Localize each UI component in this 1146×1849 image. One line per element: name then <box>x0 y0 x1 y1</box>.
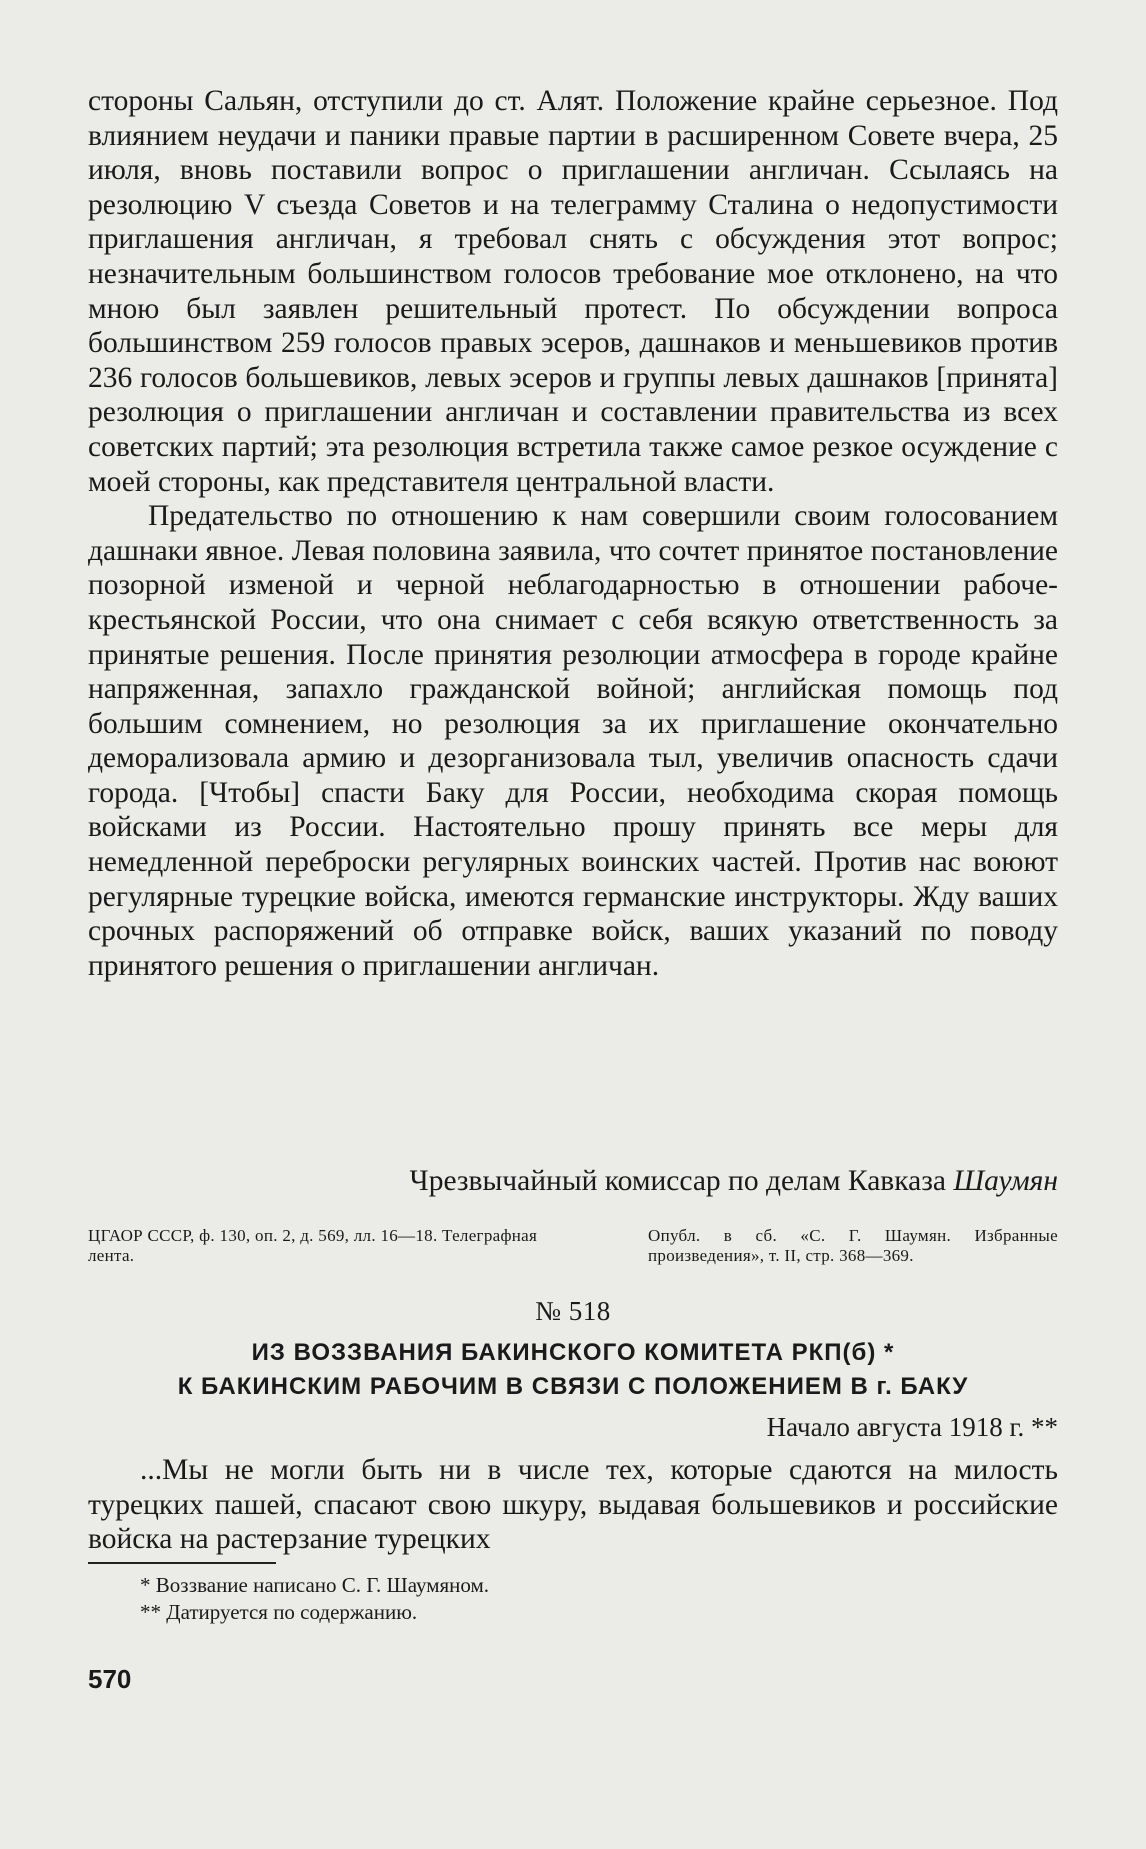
footnote-divider <box>88 1562 276 1564</box>
signature <box>410 1163 1058 1199</box>
footnotes <box>140 1572 1040 1626</box>
publication-source: Опубл. в сб. «С. Г. Шаумян. Избранные произведения», т. II, стр. 368—369. <box>648 1226 1058 1265</box>
footnote-2: ** Датируется по содержанию. <box>140 1600 418 1624</box>
paragraph-2: Предательство по отношению к нам совершили своим голосованием дашнаки явное. Левая половина заявила, что сочтет принятое постановление позорной изменой и черной неблагодарностью в отношении рабоче-крестьянской России, что она снимает с себя всякую ответственность за принятые решения. После принятия резолюции атмосфера в городе крайне напряженная, запахло гражданской войной; английская помощь под большим сомнением, но резолюция за их приглашение окончательно деморализовала армию и дезорганизовала тыл, увеличив опасность сдачи города. [Чтобы] спасти Баку для России, необходима скорая помощь войсками из России. Настоятельно прошу принять все меры для немедленной переброски регулярных воинских частей. Против нас воюют регулярные турецкие войска, имеются германские инструкторы. Жду ваших срочных распоряжений об отправке войск, ваших указаний по поводу принятого решения о приглашении англичан. <box>88 500 1058 982</box>
archive-source: ЦГАОР СССР, ф. 130, оп. 2, д. 569, лл. 16—18. Телеграфная лента. <box>88 1226 538 1265</box>
document-title-line-2: К БАКИНСКИМ РАБОЧИМ В СВЯЗИ С ПОЛОЖЕНИЕМ В г. БАКУ <box>177 1373 969 1400</box>
main-text <box>88 84 1058 983</box>
signature-name: Шаумян <box>953 1165 1058 1197</box>
footnote-1: * Воззвание написано С. Г. Шаумяном. <box>140 1573 490 1597</box>
signature-position: Чрезвычайный комиссар по делам Кавказа <box>409 1165 946 1197</box>
paragraph-1: стороны Сальян, отступили до ст. Алят. Положение крайне серьезное. Под влиянием неудачи и паники правые партии в расширенном Совете вчера, 25 июля, вновь поставили вопрос о приглашении англичан. Ссылаясь на резолюцию V съезда Советов и на телеграмму Сталина о недопустимости приглашения англичан, я требовал снять с обсуждения этот вопрос; незначительным большинством голосов требование мое отклонено, на что мною был заявлен решительный протест. По обсуждении вопроса большинством 259 голосов правых эсеров, дашнаков и меньшевиков против 236 голосов большевиков, левых эсеров и группы левых дашнаков [принята] резолюция о приглашении англичан и составлении правительства из всех советских партий; эта резолюция встретила также самое резкое осуждение с моей стороны, как представителя центральной власти. <box>88 85 1058 498</box>
document-date: Начало августа 1918 г. ** <box>766 1412 1058 1442</box>
document-title-line-1: ИЗ ВОЗЗВАНИЯ БАКИНСКОГО КОМИТЕТА РКП(б) * <box>251 1339 895 1366</box>
excerpt-paragraph: ...Мы не могли быть ни в числе тех, которые сдаются на милость турецких пашей, спасают свою шкуру, выдавая большевиков и российские войска на растерзание турецких <box>88 1454 1058 1556</box>
document-excerpt <box>88 1453 1058 1557</box>
page-number: 570 <box>88 1664 132 1694</box>
document-title <box>88 1336 1058 1404</box>
document-number: № 518 <box>535 1296 611 1326</box>
